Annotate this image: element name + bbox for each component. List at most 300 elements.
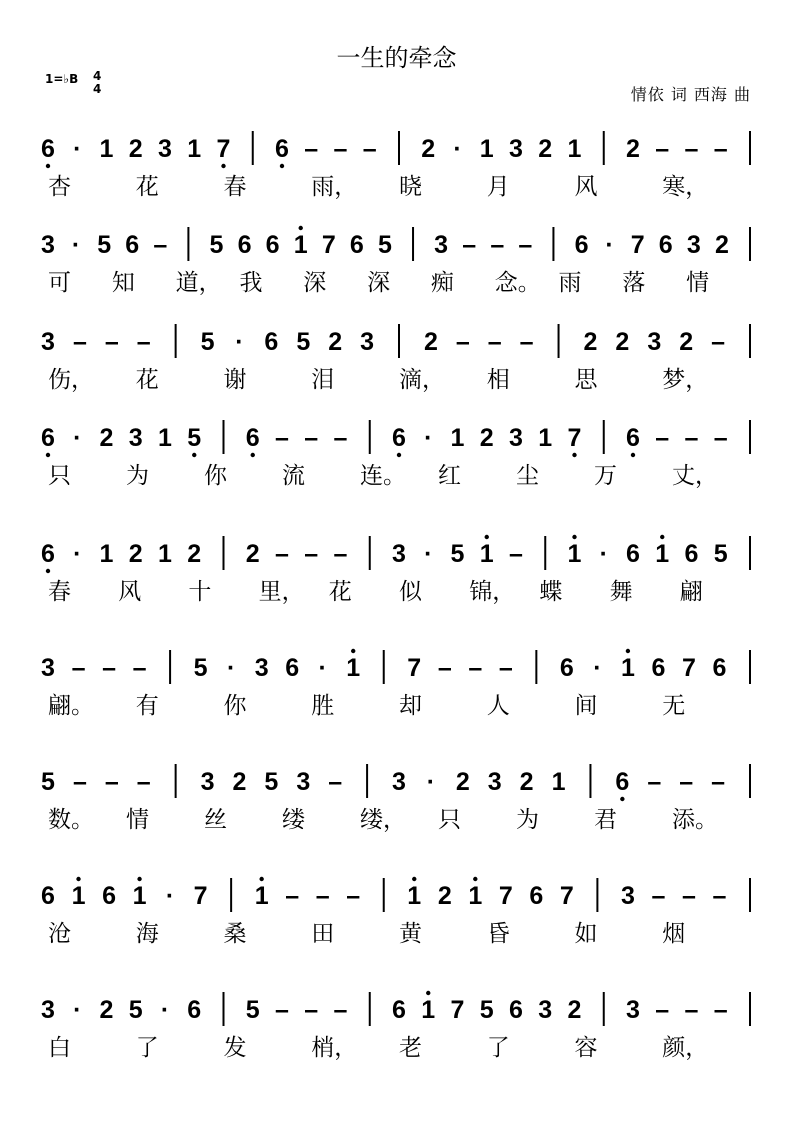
note: 5 bbox=[187, 424, 202, 452]
note: 3 bbox=[200, 768, 215, 796]
lyric-word: 老 bbox=[399, 1035, 422, 1061]
note: · bbox=[71, 231, 81, 259]
note: – bbox=[315, 882, 330, 910]
note: · bbox=[599, 540, 608, 568]
note: – bbox=[275, 424, 289, 452]
lyric-word: 深 bbox=[367, 270, 391, 296]
lyric-word: 雨， bbox=[311, 174, 358, 200]
lyric-line bbox=[48, 367, 708, 393]
note: – bbox=[437, 654, 452, 682]
note: 2 bbox=[437, 882, 452, 910]
octave-dot-low bbox=[46, 569, 50, 573]
note: 5 bbox=[264, 768, 279, 796]
octave-dot-high bbox=[626, 649, 630, 653]
lyric-word: 为 bbox=[516, 807, 539, 833]
note: 7 bbox=[559, 882, 574, 910]
lyric-word: 添。 bbox=[672, 807, 718, 833]
note: – bbox=[72, 768, 87, 796]
note: 1 bbox=[158, 540, 172, 568]
lyric-word: 十 bbox=[188, 579, 212, 605]
note: – bbox=[275, 996, 289, 1024]
lyric-word: 念。 bbox=[494, 270, 541, 296]
score-system bbox=[41, 226, 750, 261]
score-system bbox=[41, 131, 750, 168]
lyric-word: 泪 bbox=[311, 367, 335, 393]
lyric-word: 梢， bbox=[311, 1035, 358, 1061]
lyric-word: 为 bbox=[126, 463, 149, 489]
lyric-word: 连。 bbox=[360, 463, 406, 489]
lyric-word: 春 bbox=[48, 579, 71, 605]
note: 6 bbox=[626, 540, 640, 568]
note: 6 bbox=[615, 768, 630, 796]
note: · bbox=[73, 424, 82, 452]
lyric-word: 沧 bbox=[48, 921, 71, 947]
lyric-word: 情 bbox=[686, 270, 710, 296]
note: 7 bbox=[216, 135, 231, 163]
lyric-word: 深 bbox=[303, 270, 327, 296]
note: 7 bbox=[193, 882, 208, 910]
note: · bbox=[165, 882, 175, 910]
lyric-word: 伤， bbox=[48, 367, 94, 393]
note: 1 bbox=[132, 882, 147, 910]
lyric-word: 风 bbox=[574, 174, 598, 200]
note: · bbox=[424, 424, 433, 452]
note: – bbox=[713, 424, 728, 452]
lyric-line bbox=[48, 463, 718, 489]
note: 2 bbox=[423, 328, 438, 356]
note: 7 bbox=[321, 231, 336, 259]
note: 1 bbox=[620, 654, 635, 682]
note: 3 bbox=[538, 996, 553, 1024]
note: 6 bbox=[275, 135, 289, 163]
lyric-word: 你 bbox=[223, 693, 247, 719]
note: 2 bbox=[99, 996, 114, 1024]
note: – bbox=[651, 882, 666, 910]
lyric-word: 知 bbox=[111, 270, 135, 296]
score-system bbox=[41, 991, 750, 1026]
lyric-line bbox=[48, 174, 708, 200]
note: 1 bbox=[254, 882, 269, 910]
note: – bbox=[498, 654, 513, 682]
lyric-line bbox=[48, 579, 703, 605]
meter-bottom: 4 bbox=[93, 82, 102, 96]
note: – bbox=[71, 654, 86, 682]
credits: 情依 词 西海 曲 bbox=[630, 85, 751, 104]
lyric-word: 思 bbox=[574, 367, 598, 393]
note: 1 bbox=[421, 996, 436, 1024]
lyric-word: 丝 bbox=[204, 807, 227, 833]
note: 2 bbox=[583, 328, 598, 356]
note: – bbox=[455, 328, 470, 356]
lyric-word: 风 bbox=[118, 579, 142, 605]
note: 6 bbox=[529, 882, 544, 910]
score-system bbox=[41, 535, 750, 573]
note: 2 bbox=[128, 135, 143, 163]
lyric-word: 滴， bbox=[399, 367, 445, 393]
score-system bbox=[41, 764, 750, 801]
note: 1 bbox=[567, 540, 582, 568]
octave-dot-high bbox=[485, 535, 489, 539]
note: 2 bbox=[455, 768, 470, 796]
note: 3 bbox=[128, 424, 143, 452]
note: 3 bbox=[254, 654, 269, 682]
note: 7 bbox=[450, 996, 465, 1024]
note: 5 bbox=[128, 996, 143, 1024]
lyric-word: 流 bbox=[282, 463, 305, 489]
note: 6 bbox=[651, 654, 666, 682]
lyric-word: 翩。 bbox=[48, 693, 94, 719]
lyric-word: 尘 bbox=[516, 463, 539, 489]
octave-dot-high bbox=[412, 877, 416, 881]
note: 6 bbox=[285, 654, 300, 682]
lyric-word: 寒， bbox=[662, 174, 709, 200]
note: – bbox=[682, 882, 696, 910]
note: · bbox=[424, 540, 433, 568]
note: 3 bbox=[647, 328, 662, 356]
note: 5 bbox=[479, 996, 494, 1024]
lyric-word: 我 bbox=[239, 270, 263, 296]
note: · bbox=[235, 328, 244, 356]
meter-top: 4 bbox=[93, 69, 102, 83]
note: – bbox=[362, 135, 377, 163]
note: 5 bbox=[296, 328, 311, 356]
lyric-word: 烟 bbox=[662, 921, 686, 947]
lyric-line bbox=[48, 270, 709, 296]
note: 1 bbox=[187, 135, 202, 163]
octave-dot-high bbox=[259, 877, 263, 881]
note: 1 bbox=[450, 424, 465, 452]
note: 3 bbox=[158, 135, 172, 163]
note: 2 bbox=[328, 328, 343, 356]
note: 6 bbox=[509, 996, 523, 1024]
note: 1 bbox=[71, 882, 86, 910]
note: 3 bbox=[626, 996, 640, 1024]
lyric-word: 春 bbox=[223, 174, 247, 200]
lyric-word: 杏 bbox=[48, 174, 71, 200]
note: 3 bbox=[509, 135, 523, 163]
lyric-word: 却 bbox=[399, 693, 422, 719]
note: – bbox=[713, 135, 728, 163]
lyric-word: 容 bbox=[574, 1035, 598, 1061]
octave-dot-high bbox=[473, 877, 477, 881]
lyric-word: 蝶 bbox=[539, 579, 563, 605]
note: 2 bbox=[245, 540, 260, 568]
lyric-word: 如 bbox=[574, 921, 598, 947]
lyric-word: 红 bbox=[438, 463, 461, 489]
song-title: 一生的牵念 bbox=[336, 44, 457, 72]
note: 6 bbox=[264, 328, 279, 356]
note: – bbox=[519, 328, 534, 356]
lyric-word: 桑 bbox=[223, 921, 247, 947]
note: 6 bbox=[187, 996, 202, 1024]
lyric-word: 缕， bbox=[360, 807, 406, 833]
note: 6 bbox=[712, 654, 727, 682]
note: 5 bbox=[41, 768, 55, 796]
note: 3 bbox=[620, 882, 635, 910]
note: – bbox=[509, 540, 523, 568]
note: 6 bbox=[237, 231, 252, 259]
note: 1 bbox=[293, 231, 308, 259]
note: · bbox=[73, 135, 82, 163]
note: 6 bbox=[41, 882, 55, 910]
lyric-word: 人 bbox=[486, 693, 510, 719]
note: 6 bbox=[102, 882, 116, 910]
note: – bbox=[275, 540, 289, 568]
note: – bbox=[136, 768, 151, 796]
note: 2 bbox=[615, 328, 630, 356]
lyric-word: 有 bbox=[135, 693, 159, 719]
lyric-word: 相 bbox=[486, 367, 510, 393]
note: 5 bbox=[245, 996, 260, 1024]
note: – bbox=[468, 654, 483, 682]
octave-dot-low bbox=[192, 453, 196, 457]
note: – bbox=[711, 328, 726, 356]
note: 7 bbox=[567, 424, 582, 452]
note: 5 bbox=[209, 231, 224, 259]
note: – bbox=[72, 328, 87, 356]
note: 7 bbox=[407, 654, 422, 682]
note: 2 bbox=[626, 135, 640, 163]
note: 7 bbox=[682, 654, 696, 682]
note: 1 bbox=[158, 424, 172, 452]
lyric-word: 道， bbox=[175, 270, 222, 296]
score-system bbox=[41, 649, 750, 684]
note: 7 bbox=[498, 882, 513, 910]
note: 3 bbox=[360, 328, 375, 356]
lyric-word: 君 bbox=[594, 807, 617, 833]
note: 5 bbox=[450, 540, 465, 568]
note: – bbox=[490, 231, 505, 259]
lyric-word: 月 bbox=[486, 174, 510, 200]
note: – bbox=[132, 654, 147, 682]
key-signature: 1=♭B bbox=[45, 72, 79, 86]
note: – bbox=[102, 654, 116, 682]
note: 6 bbox=[626, 424, 640, 452]
note: – bbox=[647, 768, 662, 796]
note: 2 bbox=[421, 135, 436, 163]
note: – bbox=[346, 882, 361, 910]
score-system bbox=[41, 324, 750, 358]
note: 5 bbox=[713, 540, 728, 568]
lyric-word: 花 bbox=[135, 367, 159, 393]
note: 6 bbox=[684, 540, 699, 568]
note: – bbox=[684, 424, 699, 452]
note: 3 bbox=[41, 996, 55, 1024]
lyric-line bbox=[48, 1035, 708, 1061]
note: 6 bbox=[245, 424, 260, 452]
lyric-word: 了 bbox=[486, 1035, 510, 1061]
note: – bbox=[462, 231, 477, 259]
note: 1 bbox=[99, 540, 114, 568]
note: · bbox=[160, 996, 170, 1024]
note: 5 bbox=[193, 654, 208, 682]
lyric-word: 田 bbox=[311, 921, 335, 947]
note: – bbox=[712, 882, 727, 910]
lyric-word: 锦， bbox=[469, 579, 516, 605]
note: 6 bbox=[41, 540, 55, 568]
note: 2 bbox=[519, 768, 534, 796]
score-system bbox=[41, 877, 750, 912]
lyric-word: 花 bbox=[135, 174, 159, 200]
octave-dot-high bbox=[299, 226, 303, 230]
note: 3 bbox=[41, 328, 55, 356]
note: – bbox=[328, 768, 343, 796]
note: – bbox=[304, 424, 319, 452]
note: · bbox=[226, 654, 236, 682]
lyric-word: 数。 bbox=[48, 807, 94, 833]
lyric-word: 胜 bbox=[311, 693, 335, 719]
lyric-word: 痴 bbox=[430, 270, 454, 296]
note: 3 bbox=[487, 768, 502, 796]
lyric-word: 万 bbox=[594, 463, 617, 489]
note: 3 bbox=[392, 768, 406, 796]
lyric-word: 梦， bbox=[662, 367, 709, 393]
lyric-line bbox=[48, 693, 685, 719]
lyric-word: 情 bbox=[126, 807, 149, 833]
lyric-word: 发 bbox=[223, 1035, 247, 1061]
note: 5 bbox=[97, 231, 112, 259]
note: – bbox=[304, 135, 319, 163]
note: – bbox=[333, 135, 348, 163]
note: 2 bbox=[567, 996, 582, 1024]
note: 6 bbox=[125, 231, 140, 259]
note: 3 bbox=[296, 768, 311, 796]
note: 2 bbox=[714, 231, 729, 259]
lyric-word: 缕 bbox=[282, 807, 305, 833]
octave-dot-low bbox=[572, 453, 576, 457]
note: – bbox=[684, 135, 699, 163]
note: – bbox=[304, 996, 319, 1024]
note: – bbox=[655, 424, 670, 452]
note: 6 bbox=[349, 231, 364, 259]
octave-dot-high bbox=[76, 877, 80, 881]
note: – bbox=[333, 996, 348, 1024]
note: · bbox=[605, 231, 614, 259]
lyric-word: 昏 bbox=[486, 921, 510, 947]
note: – bbox=[684, 996, 699, 1024]
note: 1 bbox=[551, 768, 566, 796]
score-system bbox=[41, 420, 750, 457]
note: 3 bbox=[41, 231, 55, 259]
note: 1 bbox=[346, 654, 361, 682]
note: 2 bbox=[538, 135, 553, 163]
octave-dot-high bbox=[660, 535, 664, 539]
note: 5 bbox=[378, 231, 392, 259]
lyric-line bbox=[48, 807, 718, 833]
note: – bbox=[655, 135, 670, 163]
note: 1 bbox=[468, 882, 483, 910]
note: 6 bbox=[559, 654, 574, 682]
note: 6 bbox=[265, 231, 280, 259]
lyric-line bbox=[48, 921, 685, 947]
note: 6 bbox=[41, 135, 55, 163]
note: – bbox=[153, 231, 168, 259]
lyric-word: 落 bbox=[622, 270, 646, 296]
octave-dot-high bbox=[137, 877, 141, 881]
note: 6 bbox=[574, 231, 589, 259]
note: 1 bbox=[407, 882, 422, 910]
lyric-word: 颜， bbox=[662, 1035, 709, 1061]
note: 1 bbox=[479, 540, 494, 568]
octave-dot-low bbox=[46, 453, 50, 457]
lyric-word: 似 bbox=[399, 579, 422, 605]
note: · bbox=[73, 540, 82, 568]
note: – bbox=[487, 328, 502, 356]
octave-dot-low bbox=[46, 164, 50, 168]
lyric-word: 翩 bbox=[679, 579, 703, 605]
lyric-word: 海 bbox=[135, 921, 159, 947]
lyric-word: 谢 bbox=[223, 367, 247, 393]
note: · bbox=[73, 996, 82, 1024]
note: · bbox=[426, 768, 436, 796]
note: · bbox=[593, 654, 602, 682]
lyric-word: 只 bbox=[48, 463, 71, 489]
note: 1 bbox=[538, 424, 553, 452]
note: – bbox=[285, 882, 300, 910]
lyric-word: 黄 bbox=[399, 921, 422, 947]
note: 3 bbox=[509, 424, 523, 452]
octave-dot-high bbox=[572, 535, 576, 539]
note: 3 bbox=[41, 654, 55, 682]
note: 2 bbox=[479, 424, 494, 452]
note: – bbox=[104, 768, 119, 796]
note: – bbox=[136, 328, 151, 356]
note: – bbox=[333, 424, 348, 452]
note: – bbox=[304, 540, 319, 568]
lyric-word: 了 bbox=[135, 1035, 159, 1061]
note: 5 bbox=[200, 328, 215, 356]
note: 2 bbox=[128, 540, 143, 568]
octave-dot-high bbox=[426, 991, 430, 995]
octave-dot-low bbox=[221, 164, 225, 168]
note: 6 bbox=[392, 996, 406, 1024]
note: 6 bbox=[41, 424, 55, 452]
lyric-word: 晓 bbox=[399, 174, 422, 200]
lyric-word: 你 bbox=[204, 463, 227, 489]
note: – bbox=[104, 328, 119, 356]
octave-dot-low bbox=[280, 164, 284, 168]
note: – bbox=[713, 996, 728, 1024]
note: 1 bbox=[479, 135, 494, 163]
note: – bbox=[655, 996, 670, 1024]
lyric-word: 白 bbox=[48, 1035, 71, 1061]
note: – bbox=[333, 540, 348, 568]
note: 2 bbox=[679, 328, 694, 356]
note: 7 bbox=[630, 231, 645, 259]
lyric-word: 花 bbox=[328, 579, 352, 605]
lyric-word: 里， bbox=[258, 579, 305, 605]
lyric-word: 舞 bbox=[609, 579, 633, 605]
note: 1 bbox=[655, 540, 670, 568]
note: 2 bbox=[187, 540, 202, 568]
note: 3 bbox=[392, 540, 406, 568]
note: 1 bbox=[567, 135, 582, 163]
note: · bbox=[318, 654, 327, 682]
note: – bbox=[518, 231, 533, 259]
note: · bbox=[453, 135, 462, 163]
octave-dot-high bbox=[351, 649, 355, 653]
octave-dot-low bbox=[620, 797, 624, 801]
note: 1 bbox=[99, 135, 114, 163]
octave-dot-low bbox=[251, 453, 255, 457]
lyric-word: 可 bbox=[48, 270, 71, 296]
lyric-word: 只 bbox=[438, 807, 461, 833]
note: 2 bbox=[99, 424, 114, 452]
lyric-word: 无 bbox=[662, 693, 686, 719]
note: 6 bbox=[392, 424, 406, 452]
lyric-word: 雨 bbox=[558, 270, 582, 296]
note: 2 bbox=[232, 768, 247, 796]
